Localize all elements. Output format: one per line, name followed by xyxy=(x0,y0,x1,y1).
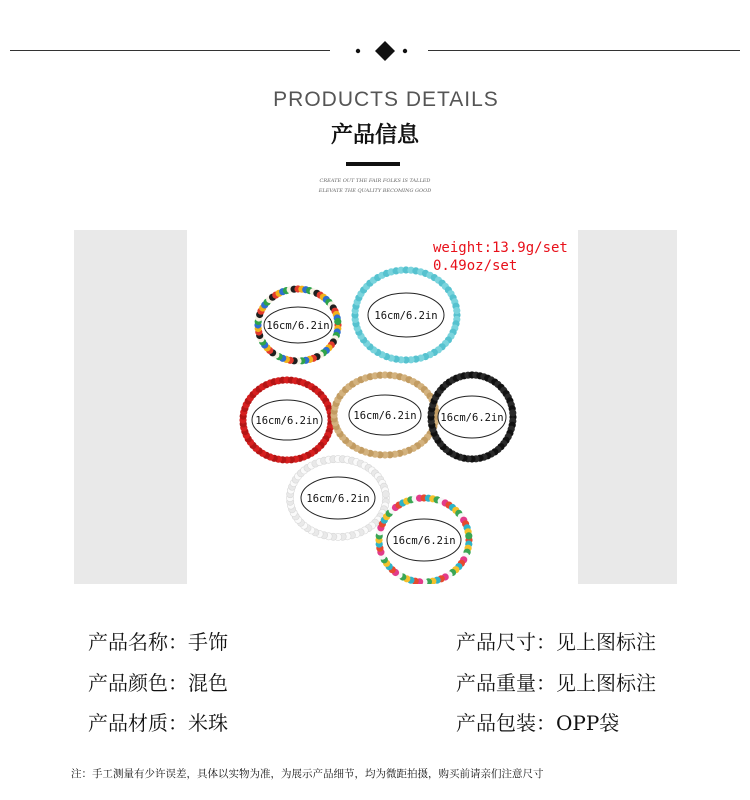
spec-product-color: 产品颜色：混色 xyxy=(88,671,228,695)
tagline-line-1: CREATE OUT THE FAIR FOLKS IS TALLED xyxy=(319,178,431,184)
spec-product-name: 产品名称：手饰 xyxy=(88,630,228,654)
tagline-line-2: ELEVATE THE QUALITY BECOMING GOOD xyxy=(318,188,432,194)
bracelet-turquoise xyxy=(351,266,460,363)
page-title-cn: 产品信息 xyxy=(330,123,419,148)
spec-product-material: 产品材质：米珠 xyxy=(88,711,228,735)
gray-side-panel-left xyxy=(74,230,187,584)
bracelet-white xyxy=(286,455,389,540)
divider-line-left xyxy=(10,50,330,51)
bracelet-black xyxy=(427,371,516,462)
bracelet-multicolor xyxy=(254,285,341,364)
diamond-ornament-icon xyxy=(355,40,415,62)
product-photo xyxy=(187,230,578,584)
size-label-text: 16cm/6.2in xyxy=(440,412,504,424)
divider-line-right xyxy=(428,50,740,51)
title-underline xyxy=(346,162,400,166)
size-label-text: 16cm/6.2in xyxy=(255,415,319,427)
size-label-text: 16cm/6.2in xyxy=(392,535,456,547)
gray-side-panel-right xyxy=(578,230,677,584)
size-label-text: 16cm/6.2in xyxy=(266,320,330,332)
measurement-footnote: 注：手工测量有少许误差，具体以实物为准，为展示产品细节，均为微距拍摄，购买前请亲们注意尺寸 xyxy=(71,768,544,780)
bracelet-multicolor-bright xyxy=(375,494,472,584)
bracelet-gold xyxy=(330,371,439,458)
size-label-text: 16cm/6.2in xyxy=(374,310,438,322)
weight-oz-label: 0.49oz/set xyxy=(433,258,518,274)
spec-product-package: 产品包装：OPP袋 xyxy=(456,711,620,735)
weight-label: weight:13.9g/set xyxy=(433,240,568,256)
bracelets-image xyxy=(187,230,578,584)
bracelet-red xyxy=(239,376,334,463)
size-label-text: 16cm/6.2in xyxy=(306,493,370,505)
page-title-en: PRODUCTS DETAILS xyxy=(273,88,499,111)
spec-product-size: 产品尺寸：见上图标注 xyxy=(456,630,656,654)
size-label-text: 16cm/6.2in xyxy=(353,410,417,422)
spec-product-weight: 产品重量：见上图标注 xyxy=(456,671,656,695)
